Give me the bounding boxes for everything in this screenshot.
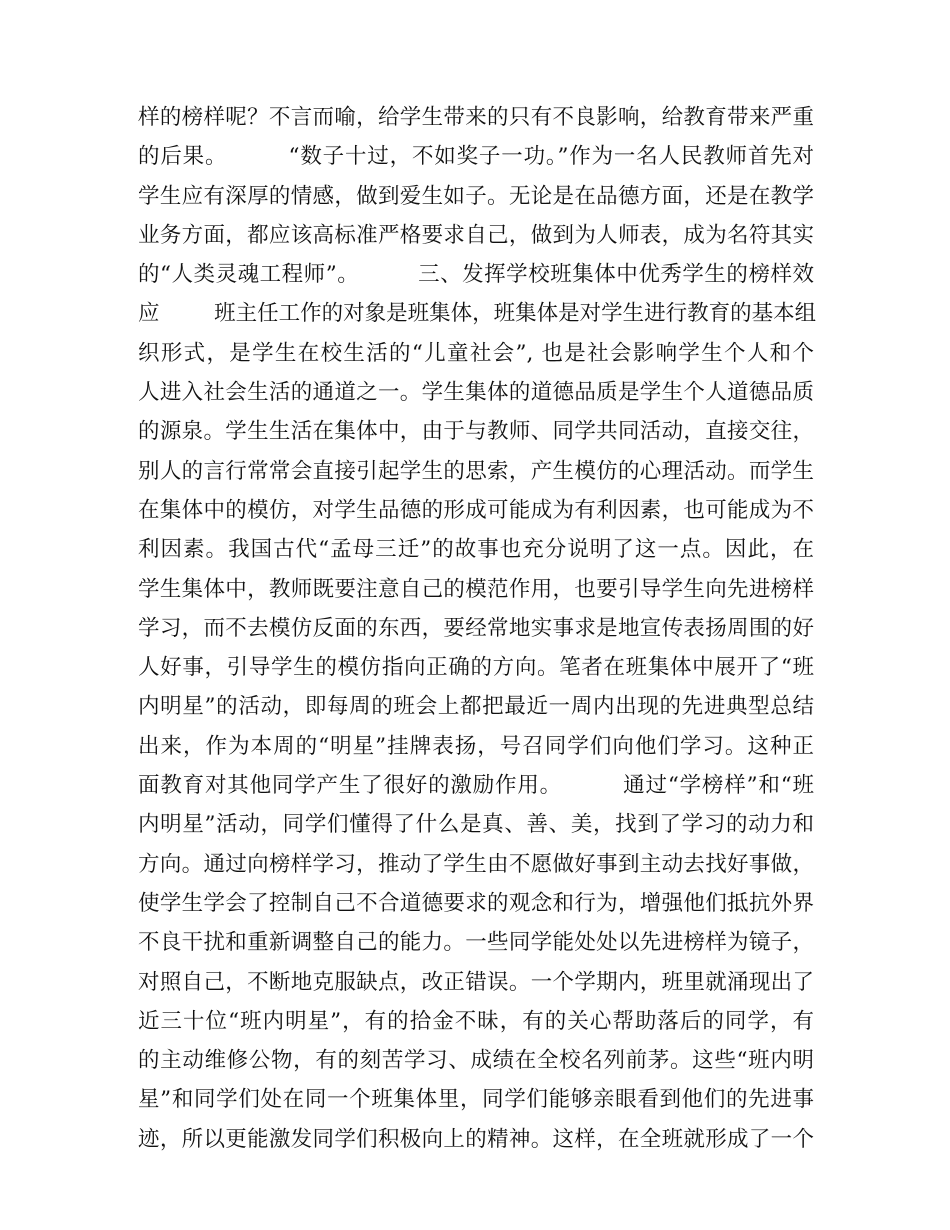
text-line: 人好事，引导学生的模仿指向正确的方向。笔者在班集体中展开了“班 (138, 655, 814, 681)
text-line: 学生集体中，教师既要注意自己的模范作用，也要引导学生向先进榜样 (138, 576, 814, 602)
body-text (138, 98, 817, 1159)
text-line: 迹，所以更能激发同学们积极向上的精神。这样，在全班就形成了一个 (138, 1126, 814, 1152)
text-line: 的“人类灵魂工程师”。 三、发挥学校班集体中优秀学生的榜样效 (138, 262, 814, 288)
text-line: 的源泉。学生生活在集体中，由于与教师、同学共同活动，直接交往， (138, 419, 814, 445)
text-line: 对照自己，不断地克服缺点，改正错误。一个学期内，班里就涌现出了 (138, 969, 814, 995)
text-line: 业务方面，都应该高标准严格要求自己，做到为人师表，成为名符其实 (138, 222, 814, 248)
text-line: 学生应有深厚的情感，做到爱生如子。无论是在品德方面，还是在教学 (138, 183, 814, 209)
text-line: 内明星”活动，同学们懂得了什么是真、善、美，找到了学习的动力和 (138, 812, 814, 838)
text-line: 面教育对其他同学产生了很好的激励作用。 通过“学榜样”和“班 (138, 773, 814, 799)
text-line: 不良干扰和重新调整自己的能力。一些同学能处处以先进榜样为镜子， (138, 930, 814, 956)
text-line: 星”和同学们处在同一个班集体里，同学们能够亲眼看到他们的先进事 (138, 1087, 814, 1113)
text-line: 在集体中的模仿，对学生品德的形成可能成为有利因素，也可能成为不 (138, 497, 814, 523)
text-line: 的后果。 “数子十过，不如奖子一功。”作为一名人民教师首先对 (138, 144, 814, 170)
text-line: 出来，作为本周的“明星”挂牌表扬，号召同学们向他们学习。这种正 (138, 733, 814, 759)
text-line: 方向。通过向榜样学习，推动了学生由不愿做好事到主动去找好事做， (138, 851, 814, 877)
text-line: 别人的言行常常会直接引起学生的思索，产生模仿的心理活动。而学生 (138, 458, 814, 484)
text-line: 应 班主任工作的对象是班集体，班集体是对学生进行教育的基本组 (138, 301, 817, 327)
text-line: 近三十位“班内明星”，有的拾金不昧，有的关心帮助落后的同学，有 (138, 1008, 814, 1034)
text-line: 使学生学会了控制自己不合道德要求的观念和行为，增强他们抵抗外界 (138, 890, 814, 916)
text-line: 利因素。我国古代“孟母三迁”的故事也充分说明了这一点。因此，在 (138, 537, 814, 563)
text-line: 人进入社会生活的通道之一。学生集体的道德品质是学生个人道德品质 (138, 380, 814, 406)
text-line: 学习，而不去模仿反面的东西，要经常地实事求是地宣传表扬周围的好 (138, 615, 814, 641)
text-line: 样的榜样呢？不言而喻，给学生带来的只有不良影响，给教育带来严重 (138, 105, 814, 130)
text-line: 的主动维修公物，有的刻苦学习、成绩在全校名列前茅。这些“班内明 (138, 1048, 814, 1074)
text-line: 内明星”的活动，即每周的班会上都把最近一周内出现的先进典型总结 (138, 694, 814, 720)
text-line: 织形式，是学生在校生活的“儿童社会”, 也是社会影响学生个人和个 (138, 340, 814, 366)
